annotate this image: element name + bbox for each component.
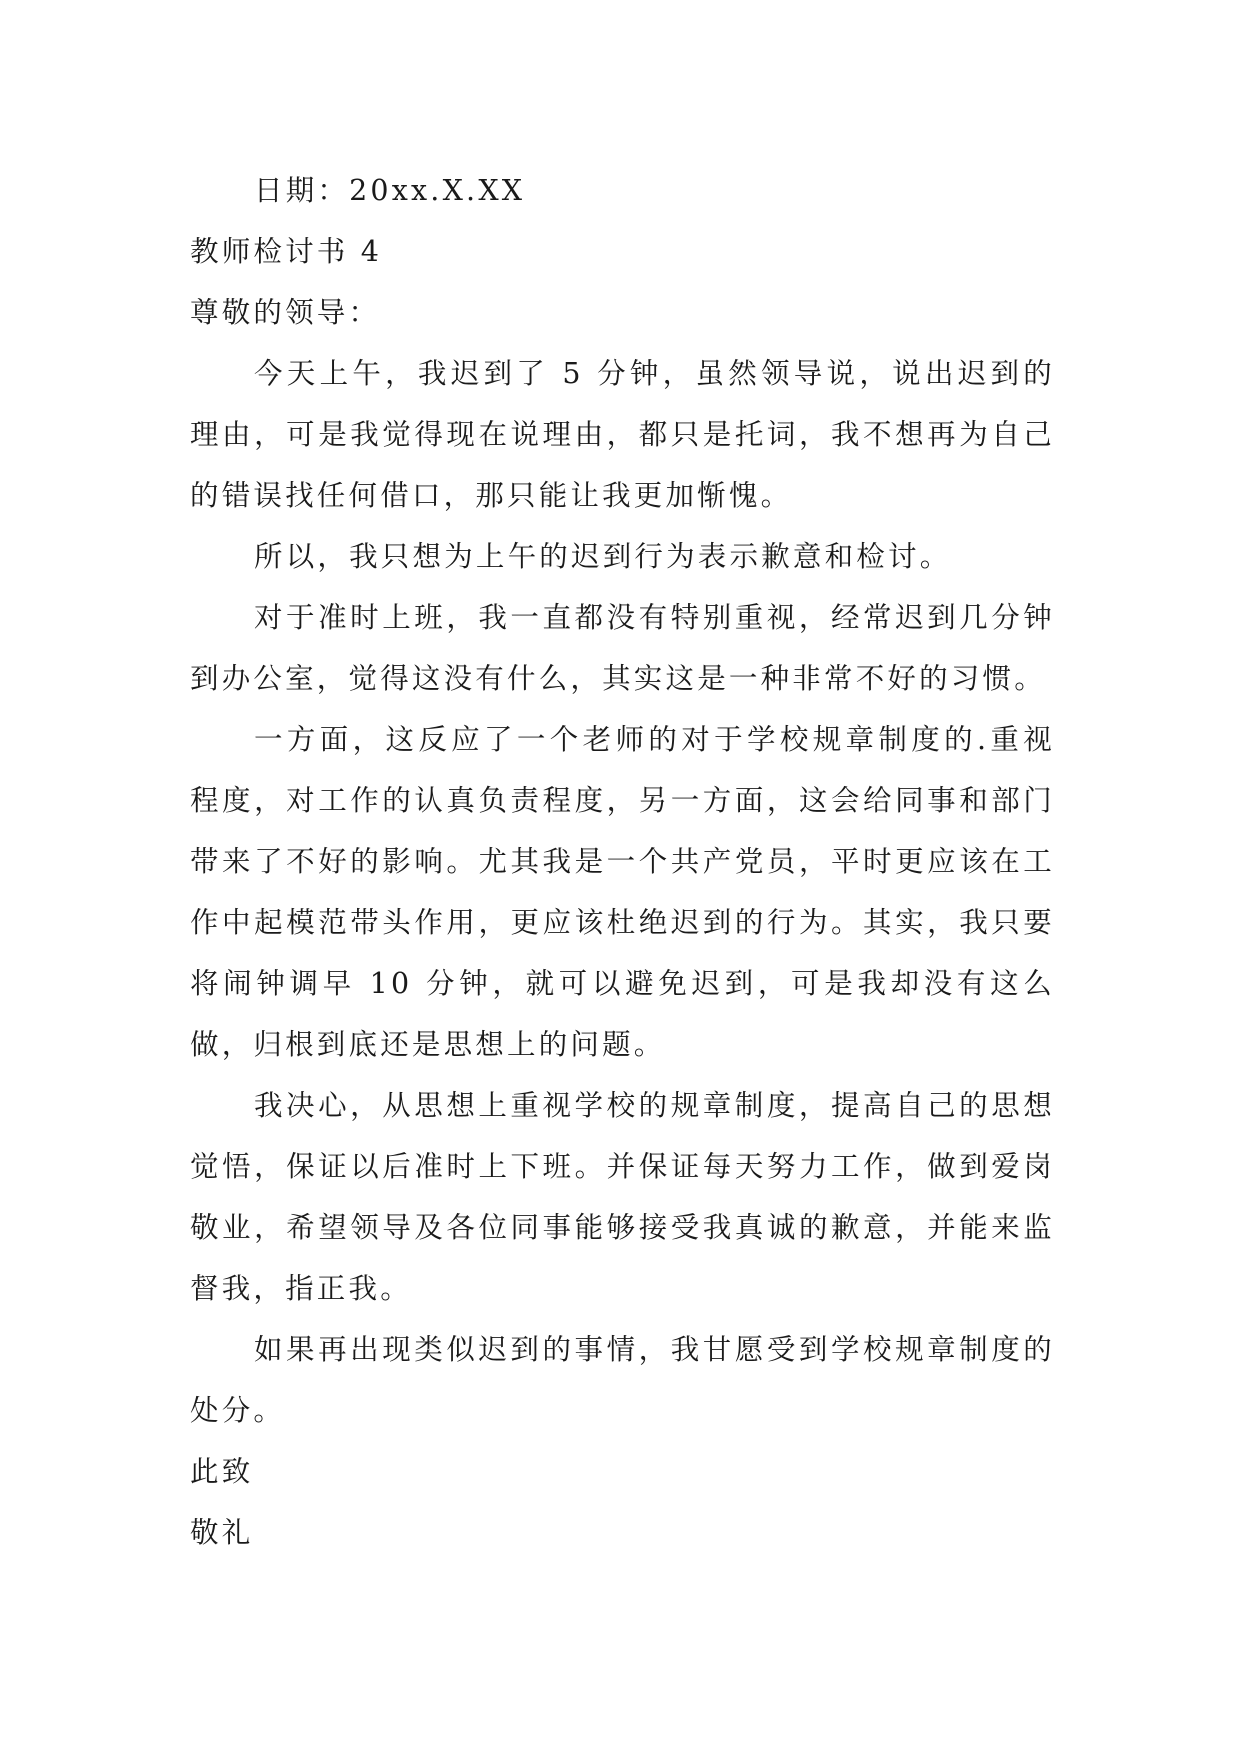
date-line: 日期：20xx.X.XX [254, 174, 526, 207]
paragraph: 一方面，这反应了一个老师的对于学校规章制度的.重视程度，对工作的认真负责程度，另一方面，这会给同事和部门带来了不好的影响。尤其我是一个共产党员，平时更应该在工作中起模范带头作用，更应该杜绝迟到的行为。其实，我只要将闹钟调早 10 分钟，就可以避免迟到，可是我却没有这么做，归根到底还是思想上的问题。 [190, 723, 1055, 1061]
document-title: 教师检讨书 4 [190, 235, 383, 268]
paragraph: 如果再出现类似迟到的事情，我甘愿受到学校规章制度的处分。 [190, 1333, 1055, 1427]
paragraph: 对于准时上班，我一直都没有特别重视，经常迟到几分钟到办公室，觉得这没有什么，其实这是一种非常不好的习惯。 [190, 601, 1055, 695]
paragraph: 今天上午，我迟到了 5 分钟，虽然领导说，说出迟到的理由，可是我觉得现在说理由，都只是托词，我不想再为自己的错误找任何借口，那只能让我更加惭愧。 [190, 357, 1055, 512]
paragraph: 我决心，从思想上重视学校的规章制度，提高自己的思想觉悟，保证以后准时上下班。并保证每天努力工作，做到爱岗敬业，希望领导及各位同事能够接受我真诚的歉意，并能来监督我，指正我。 [190, 1089, 1055, 1305]
document-body [190, 160, 1055, 1563]
closing-salute: 敬礼 [190, 1516, 254, 1549]
closing-greeting: 此致 [190, 1455, 254, 1488]
salutation: 尊敬的领导： [190, 296, 381, 329]
paragraph: 所以，我只想为上午的迟到行为表示歉意和检讨。 [254, 540, 952, 573]
